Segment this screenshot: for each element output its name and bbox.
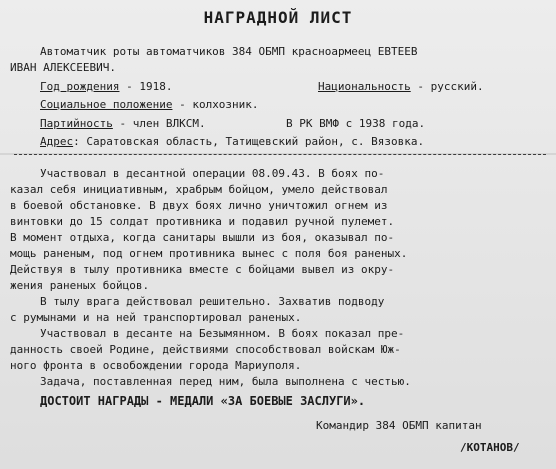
party-label: Партийность: [40, 117, 113, 130]
body-line-5: В момент отдыха, когда санитары вышли из боя, оказывал по-: [10, 231, 395, 244]
body-line-10: с румынами и на ней транспортировал раненых.: [10, 311, 302, 324]
address-value: : Саратовская область, Татищевский район, с. Вязовка.: [73, 135, 425, 148]
body-line-14: Задача, поставленная перед ним, была выполнена с честью.: [40, 375, 411, 388]
body-line-13: ного фронта в освобождении города Мариуполя.: [10, 359, 302, 372]
social-status-row: [40, 97, 259, 113]
document-title: НАГРАДНОЙ ЛИСТ: [203, 8, 353, 27]
commander-name: /КОТАНОВ/: [460, 441, 520, 454]
nationality-value: - русский.: [410, 80, 484, 93]
body-line-9: В тылу врага действовал решительно. Захватив подводу: [40, 295, 385, 308]
body-line-3: в боевой обстановке. В двух боях лично уничтожил огнем из: [10, 199, 388, 212]
commander-signature-line: Командир 384 ОБМП капитан: [316, 419, 482, 432]
service-info: В РК ВМФ с 1938 года.: [286, 117, 426, 130]
party-value: - член ВЛКСМ.: [112, 117, 206, 130]
social-status-value: - колхозник.: [172, 98, 259, 111]
header-line-2: ИВАН АЛЕКСЕЕВИЧ.: [10, 61, 116, 74]
body-line-7: Действуя в тылу противника вместе с бойцами вывел из окру-: [10, 263, 395, 276]
address-row: [40, 134, 424, 150]
body-line-11: Участвовал в десанте на Безымянном. В боях показал пре-: [40, 327, 405, 340]
body-line-4: винтовки до 15 солдат противника и подавил ручной пулемет.: [10, 215, 395, 228]
body-line-2: казал себя инициативным, храбрым бойцом, умело действовал: [10, 183, 388, 196]
birth-year-label: Год рождения: [40, 80, 120, 93]
body-line-12: данность своей Родине, действиями способствовал войскам Юж-: [10, 343, 401, 356]
section-divider: [14, 154, 546, 155]
nationality-row: [318, 79, 484, 95]
body-line-6: мощь раненым, под огнем противника вынес с поля боя раненых.: [10, 247, 408, 260]
birth-year-value: - 1918.: [119, 80, 173, 93]
nationality-label: Национальность: [318, 80, 411, 93]
body-line-1: Участвовал в десантной операции 08.09.43. В боях по-: [40, 167, 385, 180]
award-conclusion: ДОСТОИТ НАГРАДЫ - МЕДАЛИ «ЗА БОЕВЫЕ ЗАСЛУГИ».: [40, 394, 366, 408]
social-status-label: Социальное положение: [40, 98, 173, 111]
party-row: [40, 116, 206, 132]
address-label: Адрес: [40, 135, 74, 148]
birth-year-row: [40, 79, 172, 95]
header-line-1: Автоматчик роты автоматчиков 384 ОБМП красноармеец ЕВТЕЕВ: [40, 45, 418, 58]
body-line-8: жения раненых бойцов.: [10, 279, 150, 292]
